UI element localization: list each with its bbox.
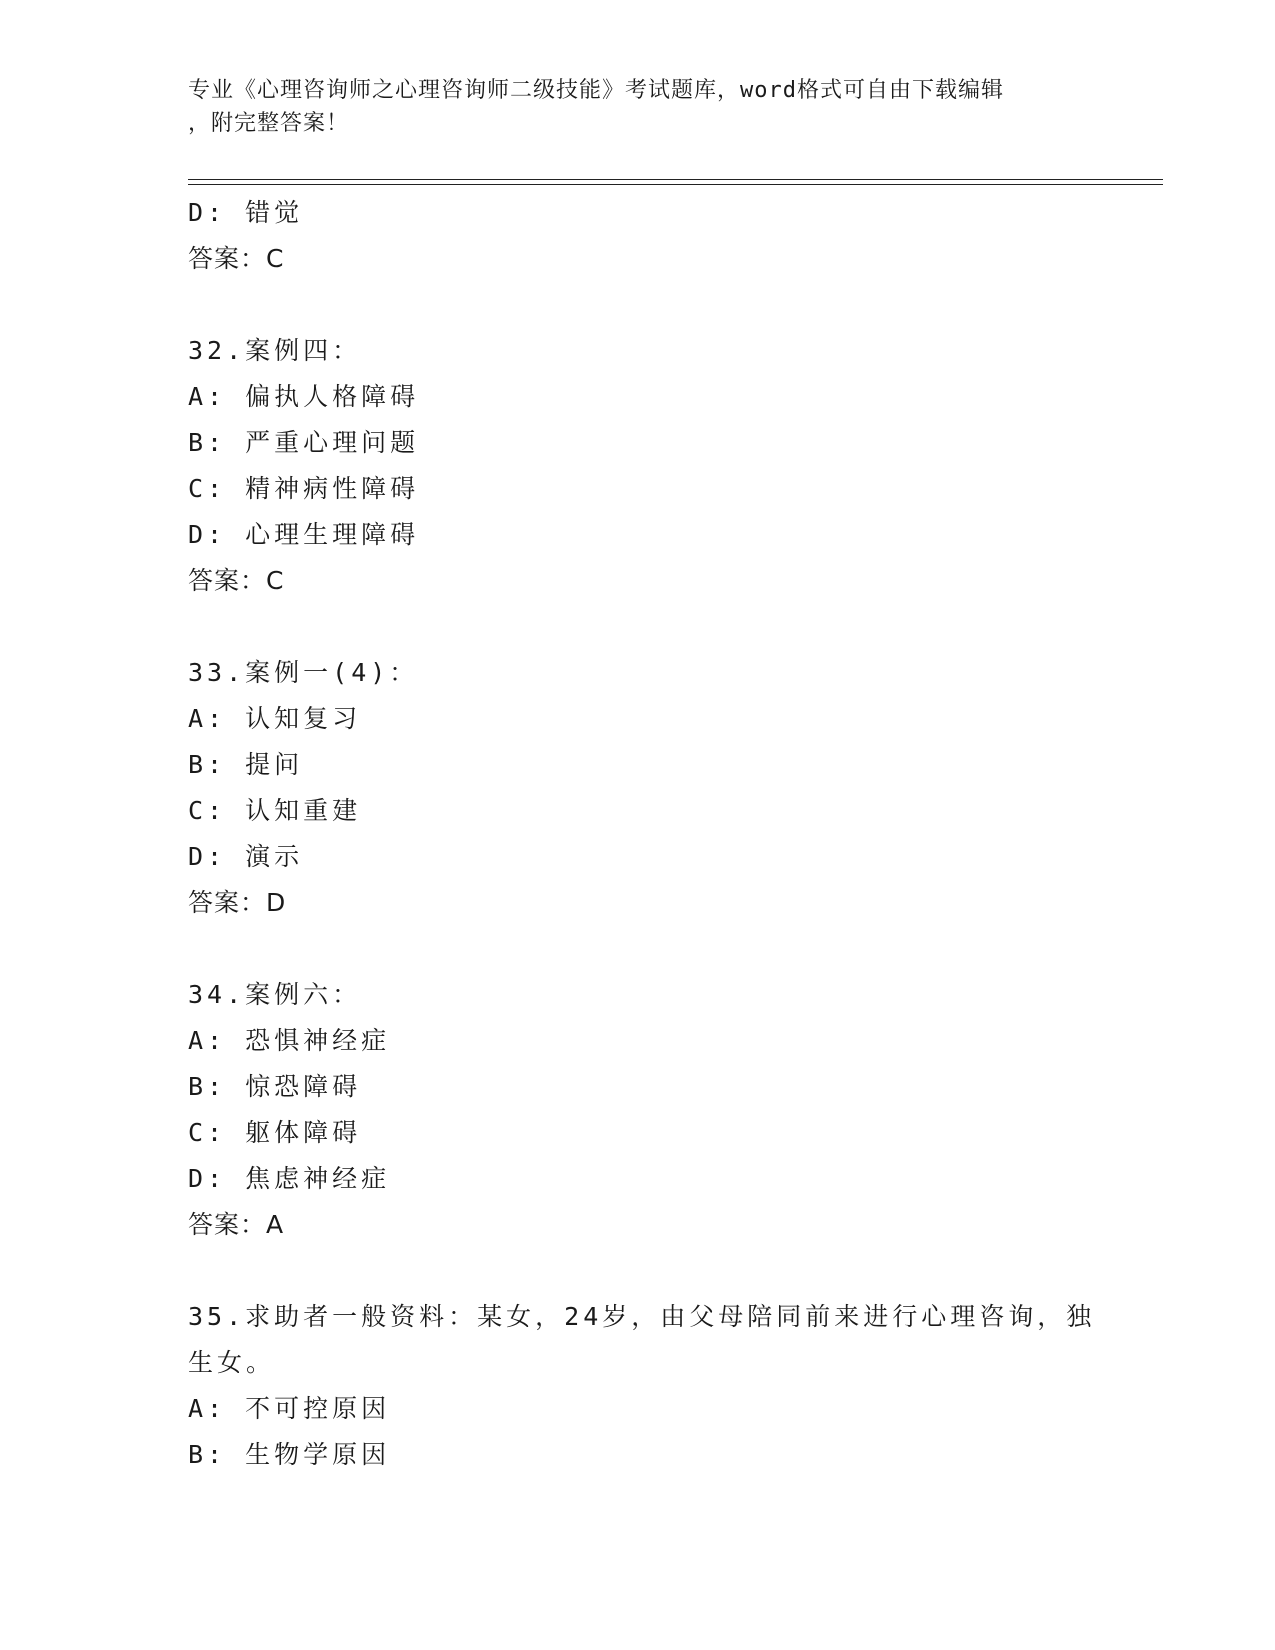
document-header bbox=[188, 74, 1088, 140]
spacer bbox=[188, 1248, 1088, 1294]
option-c: C: 认知重建 bbox=[188, 796, 362, 825]
question-list bbox=[188, 190, 1096, 1478]
question-stem: 34.案例六： bbox=[188, 980, 362, 1009]
question-stem-line-1: 35.求助者一般资料：某女，24岁，由父母陪同前来进行心理咨询，独 bbox=[188, 1302, 1096, 1331]
option-a: A: 恐惧神经症 bbox=[188, 1026, 391, 1055]
option-a: A: 认知复习 bbox=[188, 704, 362, 733]
option-b: B: 严重心理问题 bbox=[188, 428, 420, 457]
header-divider-top bbox=[188, 179, 1163, 180]
option-d: D: 心理生理障碍 bbox=[188, 520, 420, 549]
option-d: D: 错觉 bbox=[188, 198, 304, 227]
option-b: B: 惊恐障碍 bbox=[188, 1072, 362, 1101]
answer: 答案：A bbox=[188, 1210, 285, 1239]
spacer bbox=[188, 604, 1088, 650]
answer: 答案：C bbox=[188, 566, 285, 595]
option-a: A: 偏执人格障碍 bbox=[188, 382, 420, 411]
question-34 bbox=[188, 972, 1088, 1248]
spacer bbox=[188, 282, 1088, 328]
spacer bbox=[188, 926, 1088, 972]
question-stem-line-2: 生女。 bbox=[188, 1348, 276, 1377]
answer: 答案：D bbox=[188, 888, 287, 917]
question-35 bbox=[188, 1294, 1096, 1478]
option-d: D: 焦虑神经症 bbox=[188, 1164, 391, 1193]
header-line-1: 专业《心理咨询师之心理咨询师二级技能》考试题库，word格式可自由下载编辑 bbox=[188, 78, 1004, 103]
question-stem: 33.案例一(4)： bbox=[188, 658, 419, 687]
header-line-2: ，附完整答案！ bbox=[188, 111, 350, 136]
question-32 bbox=[188, 328, 1088, 604]
option-d: D: 演示 bbox=[188, 842, 304, 871]
question-stem: 32.案例四： bbox=[188, 336, 362, 365]
question-33 bbox=[188, 650, 1088, 926]
header-divider-bottom bbox=[188, 184, 1163, 185]
question-31-tail bbox=[188, 190, 1088, 282]
answer: 答案：C bbox=[188, 244, 285, 273]
option-c: C: 躯体障碍 bbox=[188, 1118, 362, 1147]
option-a: A: 不可控原因 bbox=[188, 1394, 391, 1423]
option-b: B: 生物学原因 bbox=[188, 1440, 391, 1469]
option-c: C: 精神病性障碍 bbox=[188, 474, 420, 503]
option-b: B: 提问 bbox=[188, 750, 304, 779]
